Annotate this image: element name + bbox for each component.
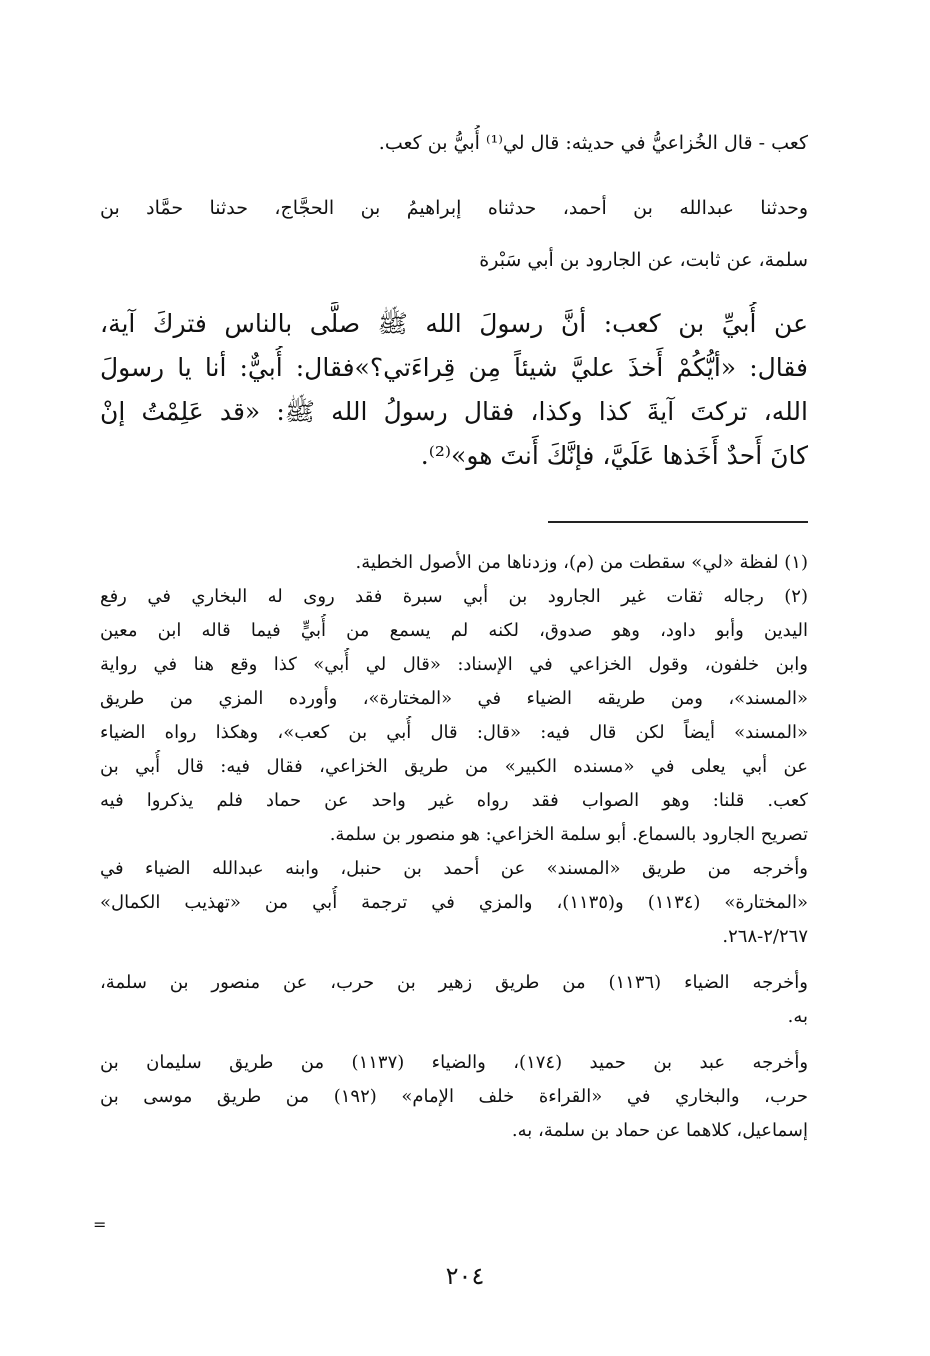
- text-line: وابن خلفون، وقول الخزاعي في الإسناد: «قال لي أُبي» كذا وقع هنا في رواية: [100, 654, 808, 675]
- text-line: تصريح الجارود بالسماع. أبو سلمة الخزاعي: هو منصور بن سلمة.: [329, 824, 808, 845]
- hadith-text: [100, 302, 808, 478]
- footnote-paragraph: [100, 966, 808, 1034]
- text-line: فقال: «أيُّكُمْ أَخذَ عليَّ شيئاً مِن قِراءَتي؟»فقال: أُبيٌّ: أنا يا رسولَ: [100, 353, 808, 382]
- text-line: سلمة، عن ثابت، عن الجارود بن أبي سَبْرة: [479, 249, 808, 271]
- text-line: وحدثنا عبدالله بن أحمد، حدثناه إبراهيمُ بن الحجَّاج، حدثنا حمَّاد بن: [100, 197, 808, 219]
- text-line: ٢/٢٦٧-٢٦٨.: [722, 926, 808, 947]
- text-line: إسماعيل، كلاهما عن حماد بن سلمة، به.: [511, 1120, 808, 1141]
- page-number: ٢٠٤: [445, 1262, 485, 1290]
- margin-mark: =: [93, 1215, 107, 1234]
- text-line: كانَ أَحدٌ أَخَذها عَلَيَّ، فإنَّكَ أَنتَ هو»⁽²⁾.: [420, 441, 808, 470]
- text-line: اليدين وأبو داود، وهو صدوق، لكنه لم يسمع من أُبيٍّ فيما قاله ابن معين: [100, 620, 808, 641]
- footnotes: [100, 546, 808, 1148]
- footnote-separator: [548, 521, 808, 523]
- footnote-paragraph: [100, 1046, 808, 1148]
- text-line: كعب. قلنا: وهو الصواب فقد رواه غير واحد عن حماد فلم يذكروا فيه: [100, 790, 808, 811]
- text-line: عن أُبيِّ بن كعب: أنَّ رسولَ الله ﷺ صلَّى بالناس فتركَ آية،: [100, 309, 808, 338]
- text-line: (٢) رجاله ثقات غير الجارود بن أبي سبرة فقد روى له البخاري في رفع: [100, 586, 808, 607]
- header-line: [100, 125, 808, 161]
- isnad-chain: [100, 190, 808, 278]
- text-line: «المسند» أيضاً لكن قال فيه: «قال: قال أُبي بن كعب»، وهكذا رواه الضياء: [100, 722, 808, 743]
- text-line: وأخرجه من طريق «المسند» عن أحمد بن حنبل، وابنه عبدالله الضياء في: [100, 858, 808, 879]
- text-line: الله، تركتَ آيةَ كذا وكذا، فقال رسولُ الله ﷺ: «قد عَلِمْتُ إنْ: [100, 397, 808, 426]
- text-line: كعب - قال الخُزاعيُّ في حديثه: قال لي⁽¹⁾ أُبيُّ بن كعب.: [378, 132, 808, 154]
- footnote-1: [100, 546, 808, 580]
- text-line: «المختارة» (١١٣٤) و(١١٣٥)، والمزي في ترجمة أُبي من «تهذيب الكمال»: [100, 892, 808, 913]
- footnote-2: [100, 580, 808, 852]
- text-line: «المسند»، ومن طريقه الضياء في «المختارة»، وأورده المزي من طريق: [100, 688, 808, 709]
- text-line: وأخرجه الضياء (١١٣٦) من طريق زهير بن حرب، عن منصور بن سلمة،: [100, 972, 808, 993]
- text-line: وأخرجه عبد بن حميد (١٧٤)، والضياء (١١٣٧) من طريق سليمان بن: [100, 1052, 808, 1073]
- footnote-paragraph: [100, 852, 808, 954]
- text-line: به.: [787, 1006, 808, 1027]
- text-line: (١) لفظة «لي» سقطت من (م)، وزدناها من الأصول الخطية.: [355, 552, 808, 573]
- text-line: عن أبي يعلى في «مسنده الكبير» من طريق الخزاعي، فقال فيه: قال أُبي بن: [100, 756, 808, 777]
- text-line: حرب، والبخاري في «القراءة خلف الإمام» (١٩٢) من طريق موسى بن: [100, 1086, 808, 1107]
